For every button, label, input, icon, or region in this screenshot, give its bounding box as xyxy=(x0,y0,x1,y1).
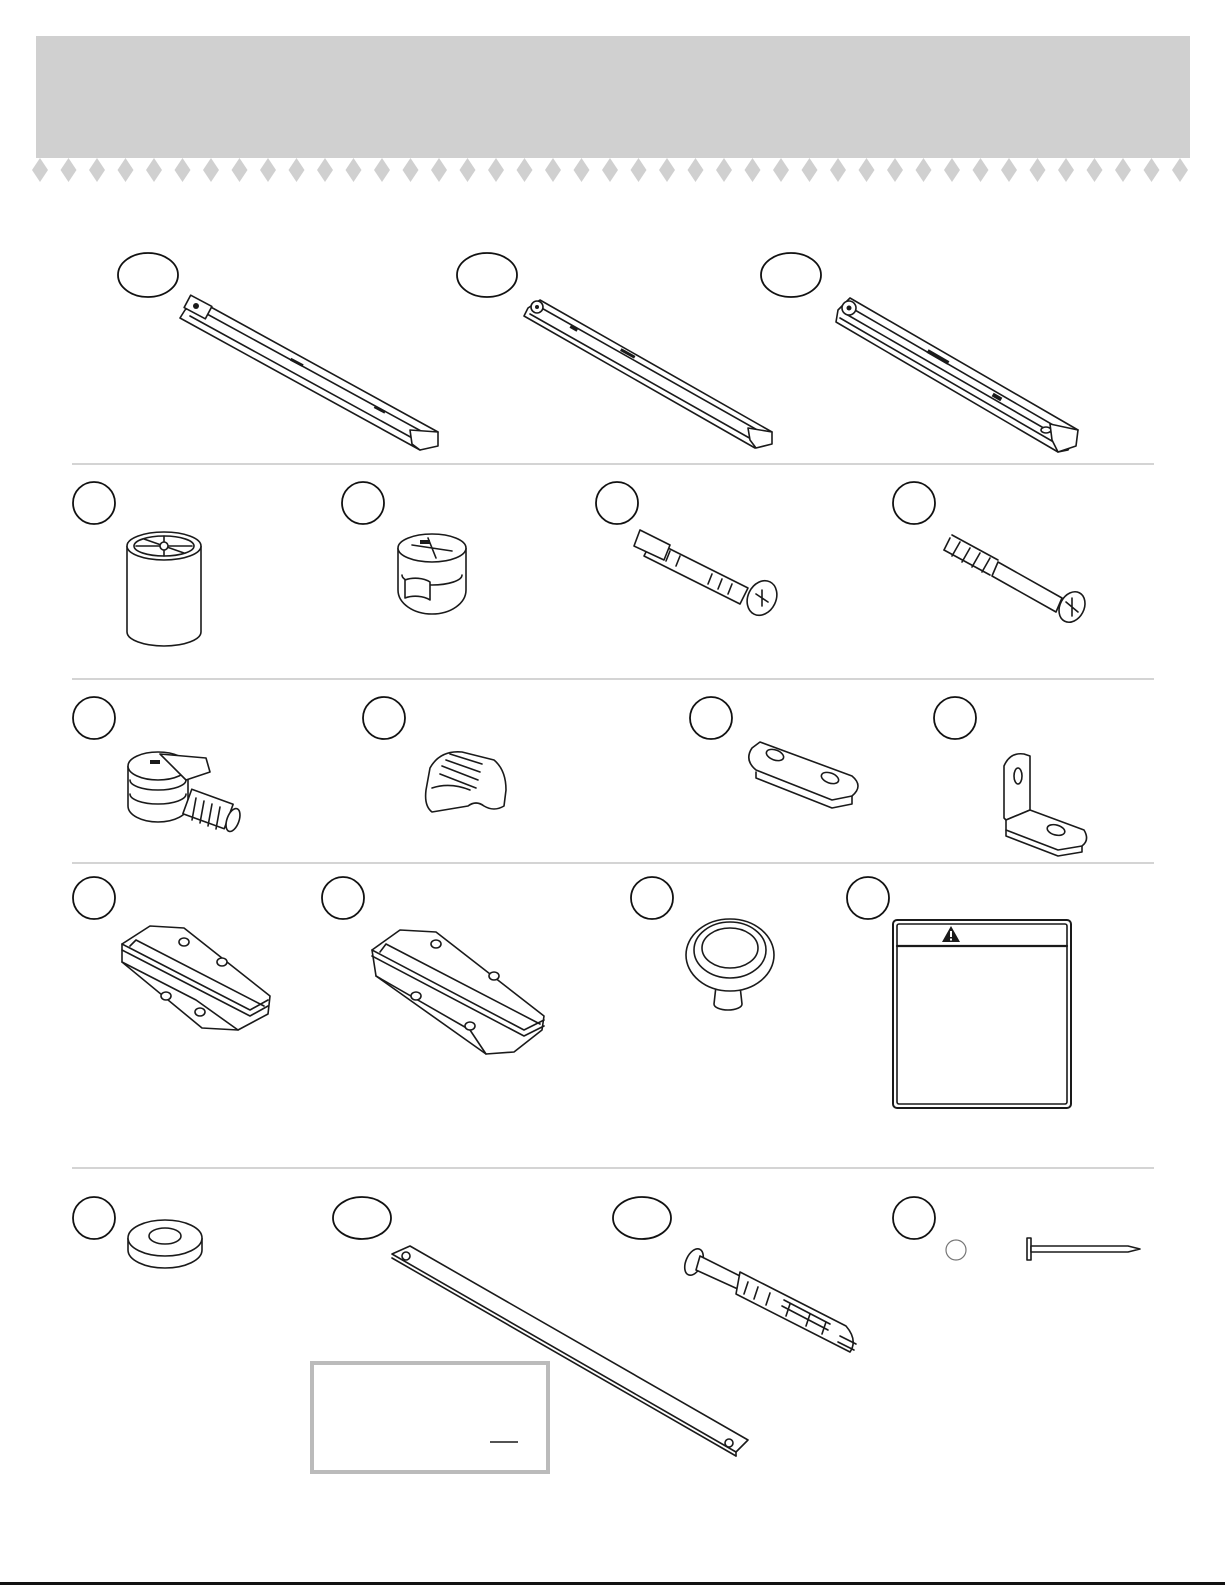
flat-plate xyxy=(690,697,858,808)
channel-bracket-icon xyxy=(122,926,270,1030)
part-callout-circle xyxy=(342,482,384,524)
knob-icon xyxy=(686,919,774,1010)
flat-plate-icon xyxy=(749,742,858,808)
part-callout-circle xyxy=(761,253,821,297)
nail-icon xyxy=(1027,1238,1140,1260)
angle-bracket-icon xyxy=(1004,754,1087,856)
drawer-slide-a xyxy=(118,253,438,450)
anchor-dowel-icon xyxy=(634,530,782,620)
long-bracket xyxy=(322,877,544,1054)
cam-bolt xyxy=(893,482,1090,627)
cam-connector-icon xyxy=(128,752,243,833)
part-callout-circle xyxy=(893,1197,935,1239)
cam-connector xyxy=(73,697,243,833)
channel-bracket-icon xyxy=(372,930,544,1054)
part-callout-circle xyxy=(613,1197,671,1239)
part-callout-circle xyxy=(934,697,976,739)
short-bracket xyxy=(73,877,270,1030)
part-callout-circle xyxy=(457,253,517,297)
cap-icon xyxy=(946,1240,966,1260)
cam-bolt-icon xyxy=(944,535,1090,627)
part-callout-circle xyxy=(847,877,889,919)
washer xyxy=(73,1197,202,1268)
cam-lock-icon xyxy=(398,534,466,614)
dowel-anchor xyxy=(596,482,782,620)
warning-label-card xyxy=(893,920,1071,1108)
drawer-slide-icon xyxy=(180,295,438,450)
washer-icon xyxy=(128,1220,202,1268)
part-callout-circle xyxy=(322,877,364,919)
furniture-leg xyxy=(73,482,201,646)
part-callout-circle xyxy=(73,482,115,524)
nail-and-cap xyxy=(893,1197,1140,1260)
tip-restraint-strap xyxy=(312,1197,748,1472)
part-callout-circle xyxy=(631,877,673,919)
shelf-support xyxy=(363,697,506,812)
part-callout-circle xyxy=(596,482,638,524)
drawer-slide-b xyxy=(457,253,772,448)
cylinder-leg-icon xyxy=(127,532,201,646)
wall-anchor-screw xyxy=(613,1197,856,1352)
drawer-slide-icon xyxy=(524,300,772,448)
drawer-slide-c xyxy=(761,253,1078,452)
warning-label xyxy=(847,877,1071,1108)
drawer-slide-icon xyxy=(836,298,1078,452)
part-callout-circle xyxy=(893,482,935,524)
part-callout-circle xyxy=(690,697,732,739)
part-callout-circle xyxy=(73,1197,115,1239)
wall-anchor-icon xyxy=(681,1246,856,1352)
part-callout-circle xyxy=(333,1197,391,1239)
part-callout-circle xyxy=(363,697,405,739)
angle-bracket xyxy=(934,697,1087,856)
part-callout-circle xyxy=(118,253,178,297)
strap-note-box xyxy=(312,1363,548,1472)
knob xyxy=(631,877,774,1010)
part-callout-circle xyxy=(73,877,115,919)
part-callout-circle xyxy=(73,697,115,739)
shelf-support-icon xyxy=(426,752,506,812)
cam-lock xyxy=(342,482,466,614)
